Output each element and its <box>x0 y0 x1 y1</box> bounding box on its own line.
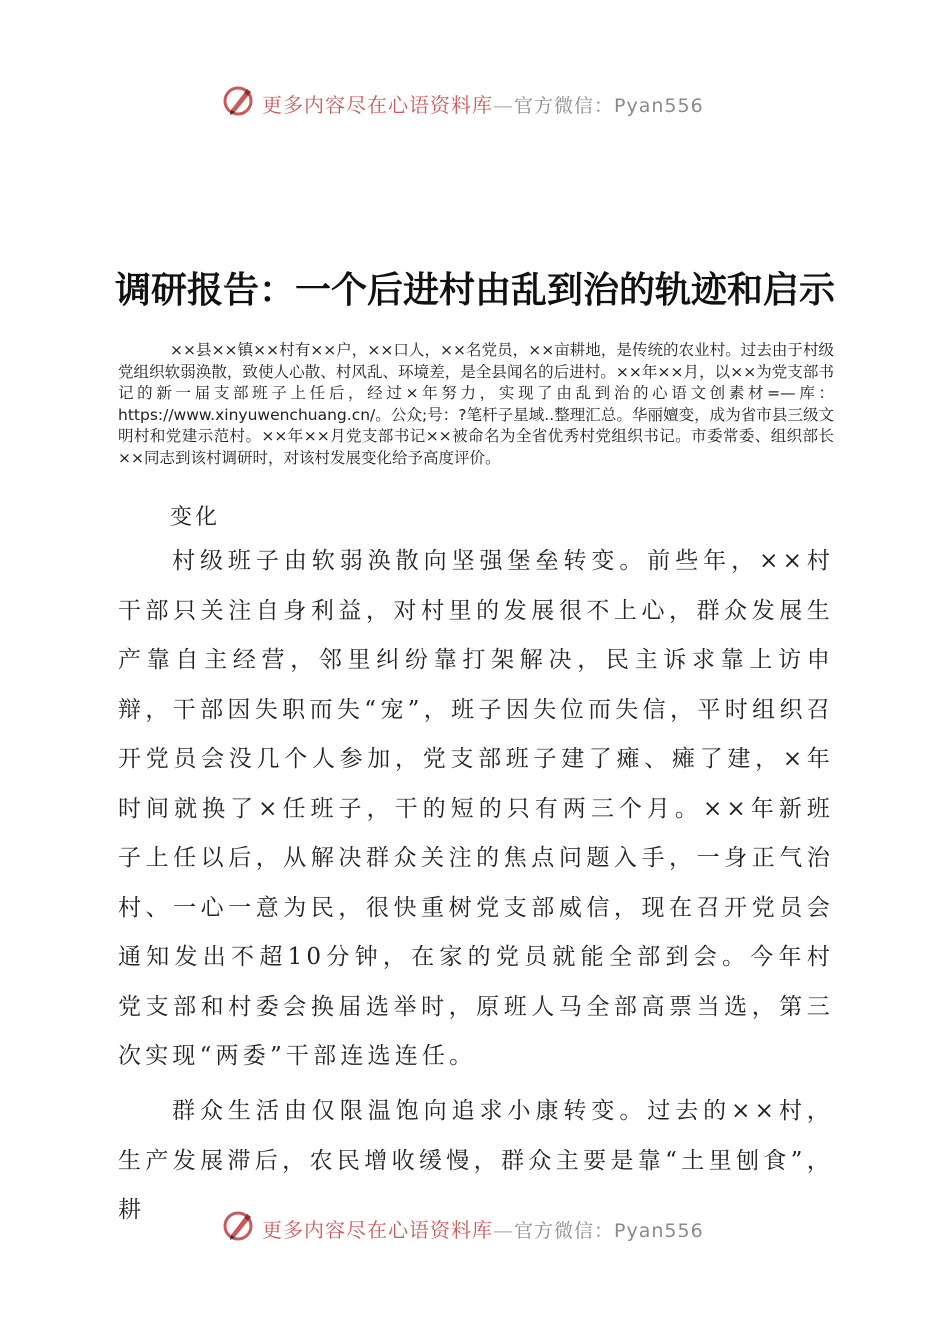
banner-wechat-label: 官方微信： <box>514 1220 615 1242</box>
header-watermark-banner <box>0 82 950 122</box>
banner-dash: — <box>493 93 514 117</box>
banner-wechat-id: Pyan556 <box>614 95 704 117</box>
banner-wechat-label: 官方微信： <box>514 95 615 117</box>
banner-text <box>262 1214 704 1243</box>
banner-main-text: 更多内容尽在心语资料库 <box>262 1218 493 1242</box>
banner-main-text: 更多内容尽在心语资料库 <box>262 93 493 117</box>
banner-wechat-id: Pyan556 <box>614 1220 704 1242</box>
footer-watermark-banner <box>0 1207 950 1247</box>
body-paragraph-1: 村级班子由软弱涣散向坚强堡垒转变。前些年，××村干部只关注自身利益，对村里的发展很不上心，群众发展生产靠自主经营，邻里纠纷靠打架解决，民主诉求靠上访申辩，干部因失职而失“宠”，班子因失位而失信，平时组织召开党员会没几个人参加，党支部班子建了瘫、瘫了建，×年时间就换了×任班子，干的短的只有两三个月。××年新班子上任以后，从解决群众关注的焦点问题入手，一身正气治村、一心一意为民，很快重树党支部威信，现在召开党员会通知发出不超10分钟，在家的党员就能全部到会。今年村党支部和村委会换届选举时，原班人马全部高票当选，第三次实现“两委”干部连选连任。 <box>118 548 834 1069</box>
document-title: 调研报告：一个后进村由乱到治的轨迹和启示 <box>114 270 835 311</box>
section-heading: 变化 <box>170 505 221 530</box>
pen-circle-icon <box>222 1209 256 1243</box>
banner-text <box>262 89 704 118</box>
intro-paragraph: ××县××镇××村有××户，××口人，××名党员，××亩耕地，是传统的农业村。过去由于村级党组织软弱涣散，致使人心散、村风乱、环境差，是全县闻名的后进村。××年××月，以××为党支部书记的新一届支部班子上任后，经过×年努力，实现了由乱到治的心语文创素材=—库：https://www.xinyuwenchuang.cn/。公众;号：?笔杆子星域..整理汇总。华丽嬗变，成为省市县三级文明村和党建示范村。××年××月党支部书记××被命名为全省优秀村党组织书记。市委常委、组织部长××同志到该村调研时，对该村发展变化给予高度评价。 <box>118 341 834 467</box>
banner-dash: — <box>493 1218 514 1242</box>
body-paragraph-2: 群众生活由仅限温饱向追求小康转变。过去的××村，生产发展滞后，农民增收缓慢，群众主要是靠“土里刨食”，耕 <box>118 1098 834 1223</box>
pen-circle-icon <box>222 84 256 118</box>
